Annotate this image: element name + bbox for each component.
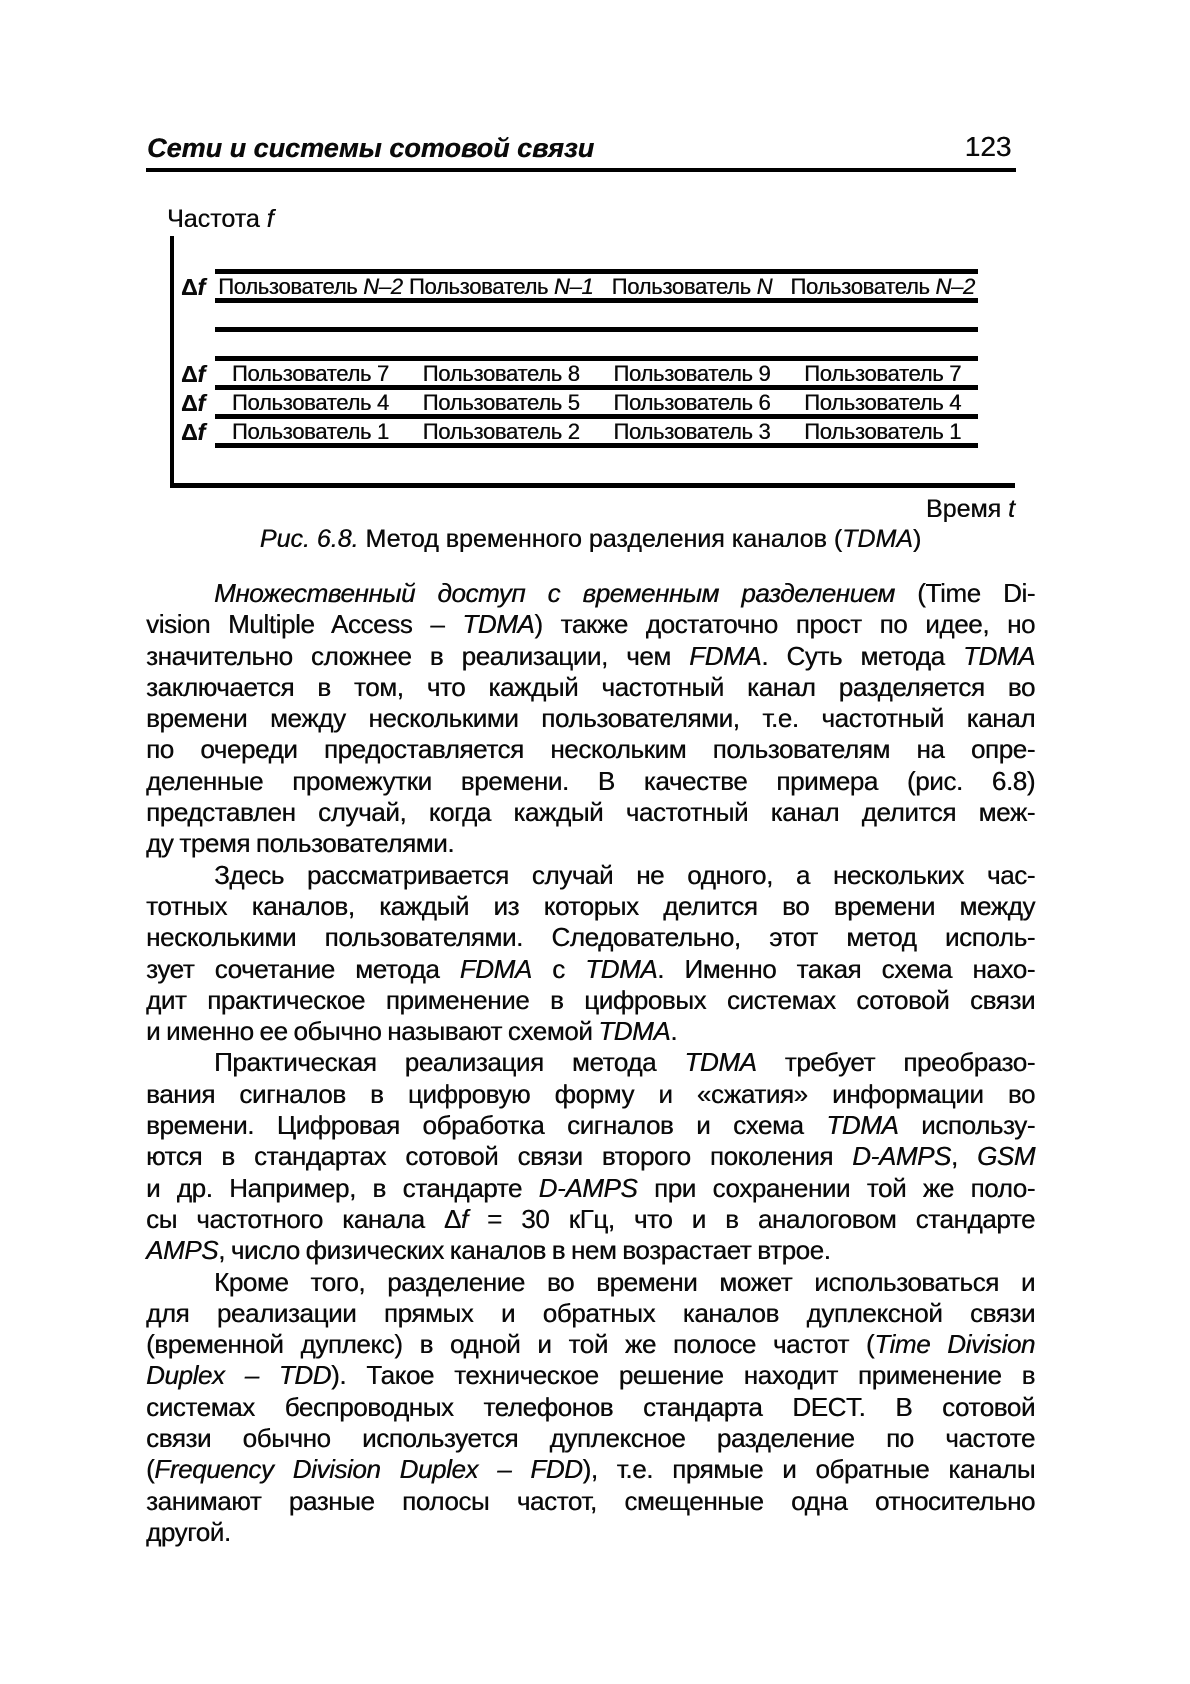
text-run: Пользователь 1 xyxy=(231,419,389,444)
text-run: N–2 xyxy=(363,274,403,299)
text-run: сы частотного канала Δ xyxy=(146,1203,461,1234)
text-run: N–1 xyxy=(553,274,594,299)
text-run: использу- xyxy=(898,1110,1035,1141)
text-run: Множественный доступ с временным разделением xyxy=(214,578,895,608)
text-run: Пользователь 1 xyxy=(804,419,962,444)
text-run: несколькими пользователями. Следовательно, этот метод исполь- xyxy=(146,922,1035,953)
text-run: Пользователь 3 xyxy=(613,419,771,444)
text-run: GSM xyxy=(976,1141,1035,1172)
time-axis-label xyxy=(760,495,1015,524)
user-timeslot-cell xyxy=(597,363,788,385)
text-run: Пользователь xyxy=(790,274,936,299)
frequency-axis-line xyxy=(170,236,174,487)
text-line xyxy=(146,1173,1035,1204)
page-number: 123 xyxy=(964,131,1012,162)
text-run: тотных каналов, каждый из которых делится во времени между xyxy=(146,890,1035,921)
text-run: с xyxy=(531,953,586,984)
user-timeslot-cell xyxy=(406,421,597,443)
text-run: Δ xyxy=(181,274,198,300)
body-text xyxy=(146,578,1035,1548)
text-line xyxy=(146,1423,1035,1454)
text-run: N xyxy=(756,274,773,299)
text-run: f xyxy=(197,274,206,300)
text-run: другой. xyxy=(146,1516,231,1547)
text-line xyxy=(146,1267,1035,1298)
text-run: N–2 xyxy=(935,274,975,299)
text-run: ду тремя пользователями. xyxy=(146,828,455,859)
text-run: TDMA xyxy=(462,609,535,640)
text-run: дит практическое применение в цифровых системах сотовой связи xyxy=(146,984,1035,1015)
body-paragraph xyxy=(146,860,1035,1048)
frequency-axis-label xyxy=(167,205,274,234)
text-run: ( xyxy=(146,1454,155,1485)
tdma-channel-bands xyxy=(181,269,978,449)
text-line xyxy=(146,954,1035,985)
frequency-channel-row xyxy=(181,390,978,416)
text-run: vision Multiple Access – xyxy=(146,609,463,640)
text-line xyxy=(146,1360,1035,1391)
delta-f-label xyxy=(181,363,213,385)
text-run: Duplex – TDD xyxy=(146,1360,332,1391)
user-timeslot-cell xyxy=(215,392,406,414)
user-timeslot-cell xyxy=(406,363,597,385)
text-line xyxy=(146,985,1035,1016)
text-run: , число физических каналов в нем возрастает втрое. xyxy=(218,1235,831,1266)
text-line xyxy=(146,1298,1035,1329)
text-line xyxy=(146,797,1035,828)
user-timeslot-cell xyxy=(597,392,788,414)
text-line xyxy=(146,1204,1035,1235)
text-run: Практическая реализация метода xyxy=(214,1047,685,1078)
text-run: , xyxy=(950,1141,977,1172)
band-divider-line xyxy=(215,327,978,332)
text-run: Пользователь 8 xyxy=(422,361,580,386)
text-line xyxy=(146,860,1035,891)
text-run: занимают разные полосы частот, смещенные одна относительно xyxy=(146,1485,1035,1516)
user-timeslot-cell xyxy=(597,421,788,443)
text-run: ). Такое техническое решение находит применение в xyxy=(331,1360,1035,1391)
text-run: f xyxy=(197,361,206,387)
text-line xyxy=(146,578,1035,609)
text-run: TDMA xyxy=(684,1047,757,1078)
user-timeslot-cell xyxy=(406,276,597,298)
text-line xyxy=(146,1454,1035,1485)
body-paragraph xyxy=(146,578,1035,860)
text-run: TDMA xyxy=(585,953,658,984)
text-run: D-AMPS xyxy=(852,1141,951,1172)
text-run: деленные промежутки времени. В качестве примера (рис. 6.8) xyxy=(146,765,1035,796)
text-run: . Именно такая схема нахо- xyxy=(657,953,1035,984)
text-run: Пользователь 2 xyxy=(422,419,580,444)
text-run: при сохранении той же поло- xyxy=(637,1172,1035,1203)
text-line xyxy=(146,672,1035,703)
text-run: D-AMPS xyxy=(538,1172,638,1203)
text-run: TDMA xyxy=(962,640,1035,671)
user-timeslot-cell xyxy=(215,276,406,298)
text-run: t xyxy=(1008,495,1015,523)
text-run: Здесь рассматривается случай не одного, а нескольких час- xyxy=(214,859,1035,890)
text-run: Пользователь 4 xyxy=(231,390,389,415)
text-run: Пользователь xyxy=(218,274,364,299)
text-run: заключается в том, что каждый частотный канал разделяется во xyxy=(146,671,1035,702)
text-run: TDMA xyxy=(826,1110,899,1141)
text-line xyxy=(146,1486,1035,1517)
text-line xyxy=(146,922,1035,953)
text-line xyxy=(146,766,1035,797)
text-run: Пользователь xyxy=(611,274,757,299)
user-timeslot-cell xyxy=(787,363,978,385)
text-run: TDMA xyxy=(598,1016,671,1047)
text-run: ) xyxy=(912,525,922,553)
text-run: требует преобразо- xyxy=(756,1047,1035,1078)
text-run: Δ xyxy=(181,390,198,416)
text-run: представлен случай, когда каждый частотный канал делится меж- xyxy=(146,797,1035,828)
text-line xyxy=(146,1016,1035,1047)
text-line xyxy=(146,1392,1035,1423)
text-run: и др. Например, в стандарте xyxy=(146,1172,539,1203)
text-run: зует сочетание метода xyxy=(146,953,460,984)
text-run: f xyxy=(197,419,206,445)
body-paragraph xyxy=(146,1267,1035,1549)
user-timeslot-cell xyxy=(787,392,978,414)
text-line xyxy=(146,1235,1035,1266)
text-run: Δ xyxy=(181,361,198,387)
text-run: связи обычно используется дуплексное разделение по частоте xyxy=(146,1423,1035,1454)
text-run: (Time Di- xyxy=(894,578,1035,608)
frequency-channel-row xyxy=(181,361,978,387)
text-line xyxy=(146,609,1035,640)
text-run: Кроме того, разделение во времени может использоваться и xyxy=(214,1266,1035,1297)
user-timeslot-cell xyxy=(597,276,788,298)
text-run: . Суть метода xyxy=(761,640,963,671)
user-timeslot-cell xyxy=(787,421,978,443)
text-line xyxy=(146,828,1035,859)
text-line xyxy=(146,1079,1035,1110)
text-run: ) также достаточно прост по идее, но xyxy=(534,609,1035,640)
figure-caption xyxy=(146,525,1035,554)
running-header-title: Сети и системы сотовой связи xyxy=(147,133,595,163)
user-timeslot-cell xyxy=(406,392,597,414)
text-line xyxy=(146,1110,1035,1141)
text-run: f xyxy=(266,205,274,233)
text-line xyxy=(146,891,1035,922)
text-run: f xyxy=(197,390,206,416)
user-timeslot-cell xyxy=(787,276,978,298)
text-run: вания сигналов в цифровую форму и «сжатия» информации во xyxy=(146,1078,1035,1109)
text-run: значительно сложнее в реализации, чем xyxy=(146,640,690,671)
text-run: для реализации прямых и обратных каналов дуплексной связи xyxy=(146,1297,1035,1328)
text-line xyxy=(146,734,1035,765)
text-run: Time Division xyxy=(874,1329,1035,1360)
text-run: = 30 кГц, что и в аналоговом стандарте xyxy=(467,1203,1035,1234)
text-line xyxy=(146,1329,1035,1360)
text-line xyxy=(146,1141,1035,1172)
text-run: TDMA xyxy=(842,525,913,553)
text-run: Рис. 6.8. xyxy=(259,525,359,553)
text-run: (временной дуплекс) в одной и той же полосе частот ( xyxy=(146,1329,875,1360)
body-paragraph xyxy=(146,1047,1035,1266)
text-run: FDMA xyxy=(689,640,762,671)
text-run: AMPS xyxy=(146,1235,219,1266)
text-run: Пользователь 4 xyxy=(804,390,962,415)
text-run: Пользователь 5 xyxy=(422,390,580,415)
text-line xyxy=(146,641,1035,672)
text-run: ), т.е. прямые и обратные каналы xyxy=(582,1454,1036,1485)
text-run: . xyxy=(670,1016,678,1047)
text-run: Frequency Division Duplex – FDD xyxy=(154,1454,583,1485)
text-run: Пользователь 7 xyxy=(804,361,962,386)
text-run: времени. Цифровая обработка сигналов и схема xyxy=(146,1110,827,1141)
text-line xyxy=(146,1047,1035,1078)
user-timeslot-cell xyxy=(215,421,406,443)
delta-f-label xyxy=(181,392,213,414)
text-run: f xyxy=(460,1203,468,1234)
text-run: ются в стандартах сотовой связи второго поколения xyxy=(146,1141,853,1172)
text-run: Частота xyxy=(167,205,267,233)
text-run: системах беспроводных телефонов стандарта DECT. В сотовой xyxy=(146,1391,1035,1422)
delta-f-label xyxy=(181,276,213,298)
header-rule xyxy=(146,168,1016,172)
text-run: Время xyxy=(925,495,1009,523)
text-line xyxy=(146,703,1035,734)
text-run: времени между несколькими пользователями, т.е. частотный канал xyxy=(146,703,1035,734)
delta-f-label xyxy=(181,421,213,443)
text-run: Метод временного разделения каналов ( xyxy=(358,525,843,553)
frequency-channel-row xyxy=(181,274,978,300)
text-line xyxy=(146,1517,1035,1548)
text-run: Пользователь 6 xyxy=(613,390,771,415)
text-run: по очереди предоставляется нескольким пользователям на опре- xyxy=(146,734,1035,765)
text-run: и именно ее обычно называют схемой xyxy=(146,1016,599,1047)
text-run: Пользователь 7 xyxy=(231,361,389,386)
time-axis-line xyxy=(170,483,1015,488)
text-run: FDMA xyxy=(459,953,532,984)
text-run: Пользователь 9 xyxy=(613,361,771,386)
text-run: Пользователь xyxy=(408,274,554,299)
frequency-channel-row xyxy=(181,419,978,445)
user-timeslot-cell xyxy=(215,363,406,385)
text-run: Δ xyxy=(181,419,198,445)
